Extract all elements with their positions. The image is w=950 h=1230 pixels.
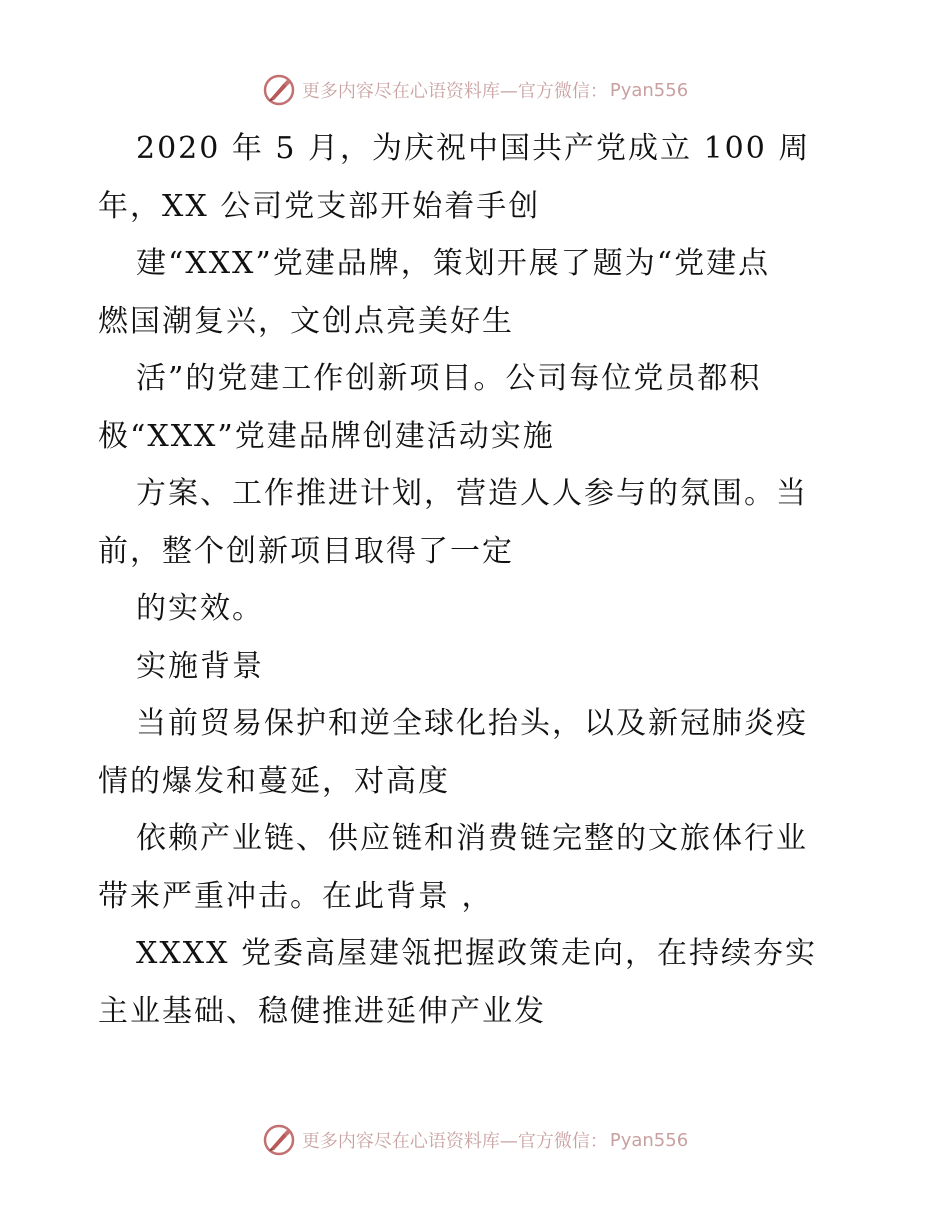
body-line: 活”的党建工作创新项目。公司每位党员都积 xyxy=(136,361,762,396)
body-line: 建“XXX”党建品牌，策划开展了题为“党建点 xyxy=(136,246,771,281)
body-line: 年，XX 公司党支部开始着手创 xyxy=(98,188,541,224)
watermark-text: 更多内容尽在心语资料库—官方微信： xyxy=(301,1131,608,1152)
body-line: XXXX 党委高屋建瓴把握政策走向，在持续夯实 xyxy=(136,936,817,971)
body-line: 方案、工作推进计划，营造人人参与的氛围。当 xyxy=(136,476,808,511)
body-line: 的实效。 xyxy=(136,591,264,626)
pen-logo-icon xyxy=(262,1123,296,1157)
body-line: 依赖产业链、供应链和消费链完整的文旅体行业 xyxy=(136,821,808,856)
watermark-text: 更多内容尽在心语资料库—官方微信： xyxy=(301,81,608,102)
body-line: 燃国潮复兴，文创点亮美好生 xyxy=(98,303,514,339)
body-line: 情的爆发和蔓延，对高度 xyxy=(98,763,450,799)
section-heading: 实施背景 xyxy=(136,648,264,684)
body-line: 前，整个创新项目取得了一定 xyxy=(98,533,514,569)
body-line: 当前贸易保护和逆全球化抬头，以及新冠肺炎疫 xyxy=(136,706,808,741)
pen-logo-icon xyxy=(262,73,296,107)
body-line: 带来严重冲击。在此背景 ， xyxy=(98,878,494,914)
body-line: 主业基础、稳健推进延伸产业发 xyxy=(98,993,546,1029)
watermark-wechat-id: Pyan556 xyxy=(609,79,689,101)
footer-watermark xyxy=(0,1120,950,1160)
watermark-wechat-id: Pyan556 xyxy=(609,1129,689,1151)
body-line: 2020 年 5 月，为庆祝中国共产党成立 100 周 xyxy=(136,131,811,166)
header-watermark xyxy=(0,70,950,110)
body-line: 极“XXX”党建品牌创建活动实施 xyxy=(98,418,555,454)
document-body xyxy=(98,120,858,1040)
